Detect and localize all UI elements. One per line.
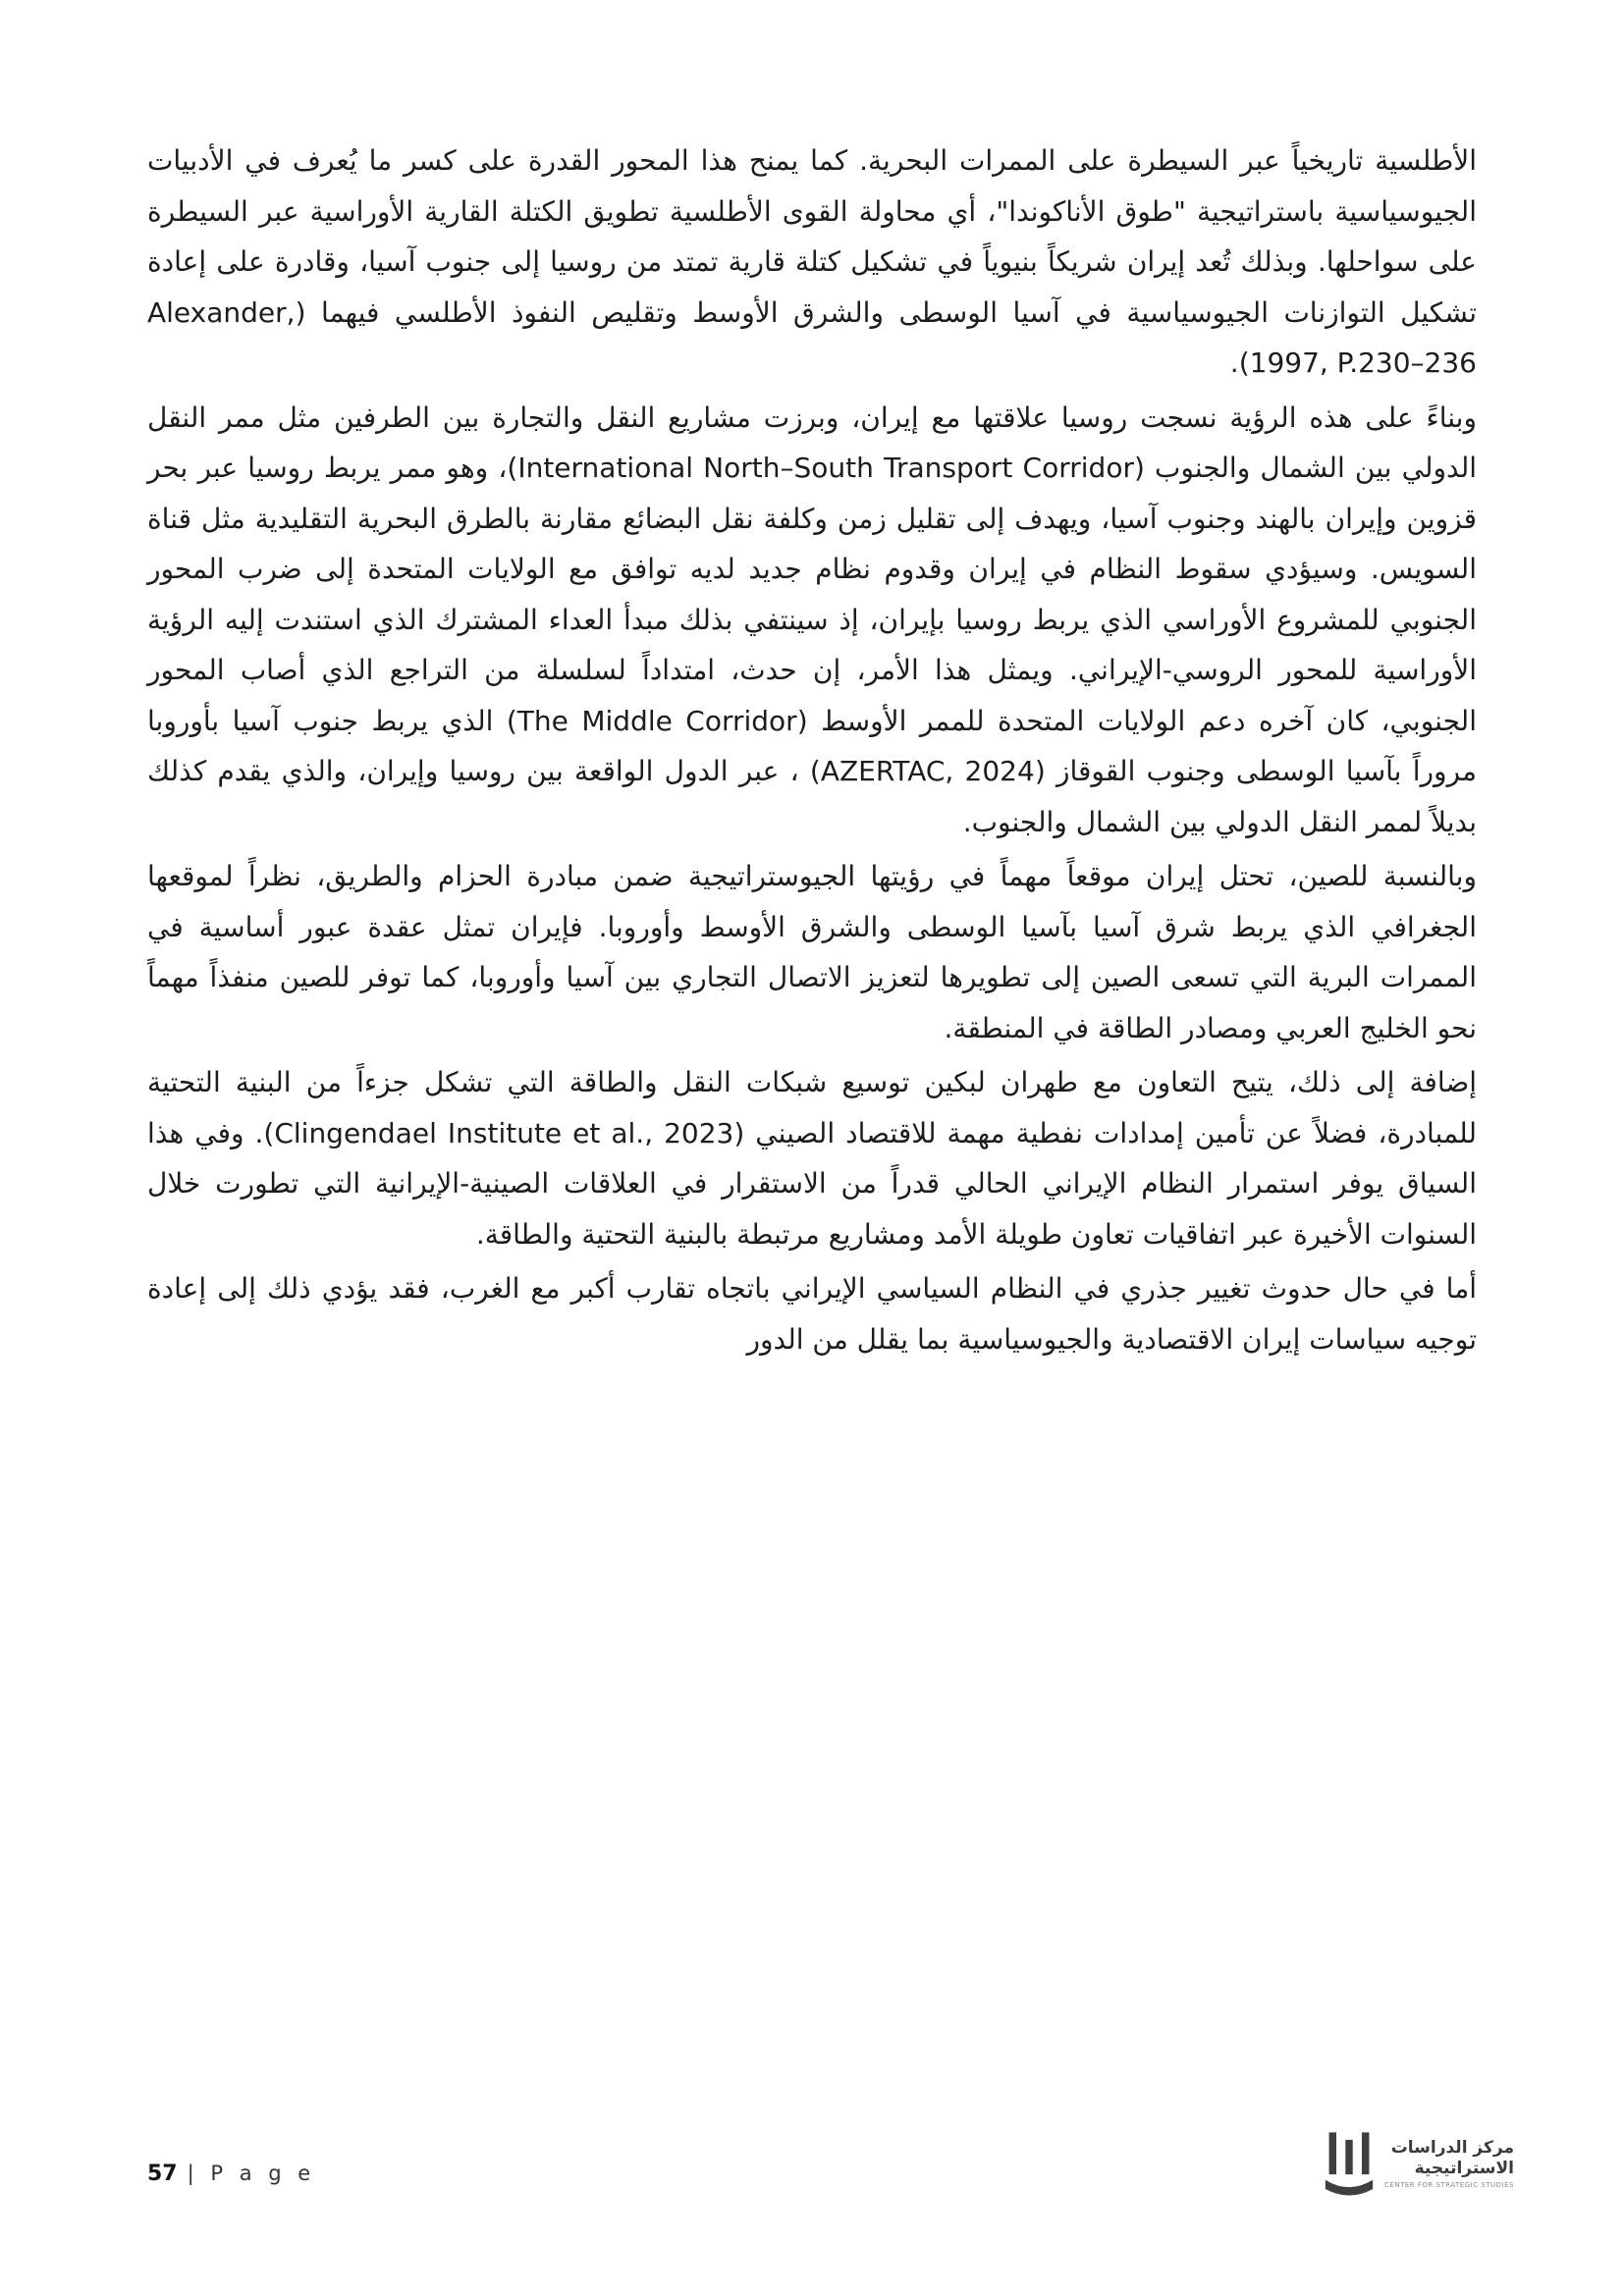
org-logo bbox=[1322, 2125, 1514, 2202]
paragraph-4: إضافة إلى ذلك، يتيح التعاون مع طهران لبكين توسيع شبكات النقل والطاقة التي تشكل جزءاً من البنية التحتية للمبادرة، فضلاً عن تأمين إمدادات نفطية مهمة للاقتصاد الصيني (Clingendael Institute et al., 2023). وفي هذا السياق يوفر استمرار النظام الإيراني الحالي قدراً من الاستقرار في العلاقات الصينية-الإيرانية التي تطورت خلال السنوات الأخيرة عبر اتفاقيات تعاون طويلة الأمد ومشاريع مرتبطة بالبنية التحتية والطاقة. bbox=[147, 1066, 1477, 1251]
org-logo-text bbox=[1384, 2138, 1514, 2190]
paragraph-1: الأطلسية تاريخياً عبر السيطرة على الممرات البحرية. كما يمنح هذا المحور القدرة على كسر ما يُعرف في الأدبيات الجيوسياسية باستراتيجية "طوق الأناكوندا"، أي محاولة القوى الأطلسية تطويق الكتلة القارية الأوراسية عبر السيطرة على سواحلها. وبذلك تُعد إيران شريكاً بنيوياً في تشكيل كتلة قارية تمتد من روسيا إلى جنوب آسيا، وقادرة على إعادة تشكيل التوازنات الجيوسياسية في آسيا الوسطى والشرق الأوسط وتقليص النفوذ الأطلسي فيهما (Alexander, 1997, P.230–236). bbox=[147, 144, 1477, 380]
org-name-line2: الاستراتيجية bbox=[1414, 2159, 1514, 2178]
page-number: 57 bbox=[147, 2162, 178, 2186]
org-name-line1: مركز الدراسات bbox=[1390, 2137, 1514, 2158]
org-name-english: CENTER FOR STRATEGIC STUDIES bbox=[1384, 2181, 1514, 2190]
page-footer bbox=[147, 2162, 315, 2186]
paragraph-3: وبالنسبة للصين، تحتل إيران موقعاً مهماً في رؤيتها الجيوستراتيجية ضمن مبادرة الحزام والطريق، نظراً لموقعها الجغرافي الذي يربط شرق آسيا بآسيا الوسطى والشرق الأوسط وأوروبا. فإيران تمثل عقدة عبور أساسية في الممرات البرية التي تسعى الصين إلى تطويرها لتعزيز الاتصال التجاري بين آسيا وأوروبا، كما توفر للصين منفذاً مهماً نحو الخليج العربي ومصادر الطاقة في المنطقة. bbox=[147, 860, 1477, 1044]
paragraph-5: أما في حال حدوث تغيير جذري في النظام السياسي الإيراني باتجاه تقارب أكبر مع الغرب، فقد يؤدي ذلك إلى إعادة توجيه سياسات إيران الاقتصادية والجيوسياسية بما يقلل من الدور bbox=[147, 1272, 1477, 1356]
page-number-label: | P a g e bbox=[187, 2162, 316, 2185]
paragraph-2: وبناءً على هذه الرؤية نسجت روسيا علاقتها مع إيران، وبرزت مشاريع النقل والتجارة بين الطرفين مثل ممر النقل الدولي بين الشمال والجنوب (International North–South Transport Corridor)، وهو ممر يربط روسيا عبر بحر قزوين وإيران بالهند وجنوب آسيا، ويهدف إلى تقليل زمن وكلفة نقل البضائع مقارنة بالطرق البحرية التقليدية مثل قناة السويس. وسيؤدي سقوط النظام في إيران وقدوم نظام جديد لديه توافق مع الولايات المتحدة إلى ضرب المحور الجنوبي للمشروع الأوراسي الذي يربط روسيا بإيران، إذ سينتفي بذلك مبدأ العداء المشترك الذي استندت إليه الرؤية الأوراسية للمحور الروسي-الإيراني. ويمثل هذا الأمر، إن حدث، امتداداً لسلسلة من التراجع الذي أصاب المحور الجنوبي، كان آخره دعم الولايات المتحدة للممر الأوسط (The Middle Corridor) الذي يربط جنوب آسيا بأوروبا مروراً بآسيا الوسطى وجنوب القوقاز (AZERTAC, 2024) ، عبر الدول الواقعة بين روسيا وإيران، والذي يقدم كذلك بديلاً لممر النقل الدولي بين الشمال والجنوب. bbox=[147, 400, 1477, 838]
document-body bbox=[147, 135, 1477, 1368]
strategic-studies-center-logo-icon bbox=[1322, 2125, 1377, 2202]
